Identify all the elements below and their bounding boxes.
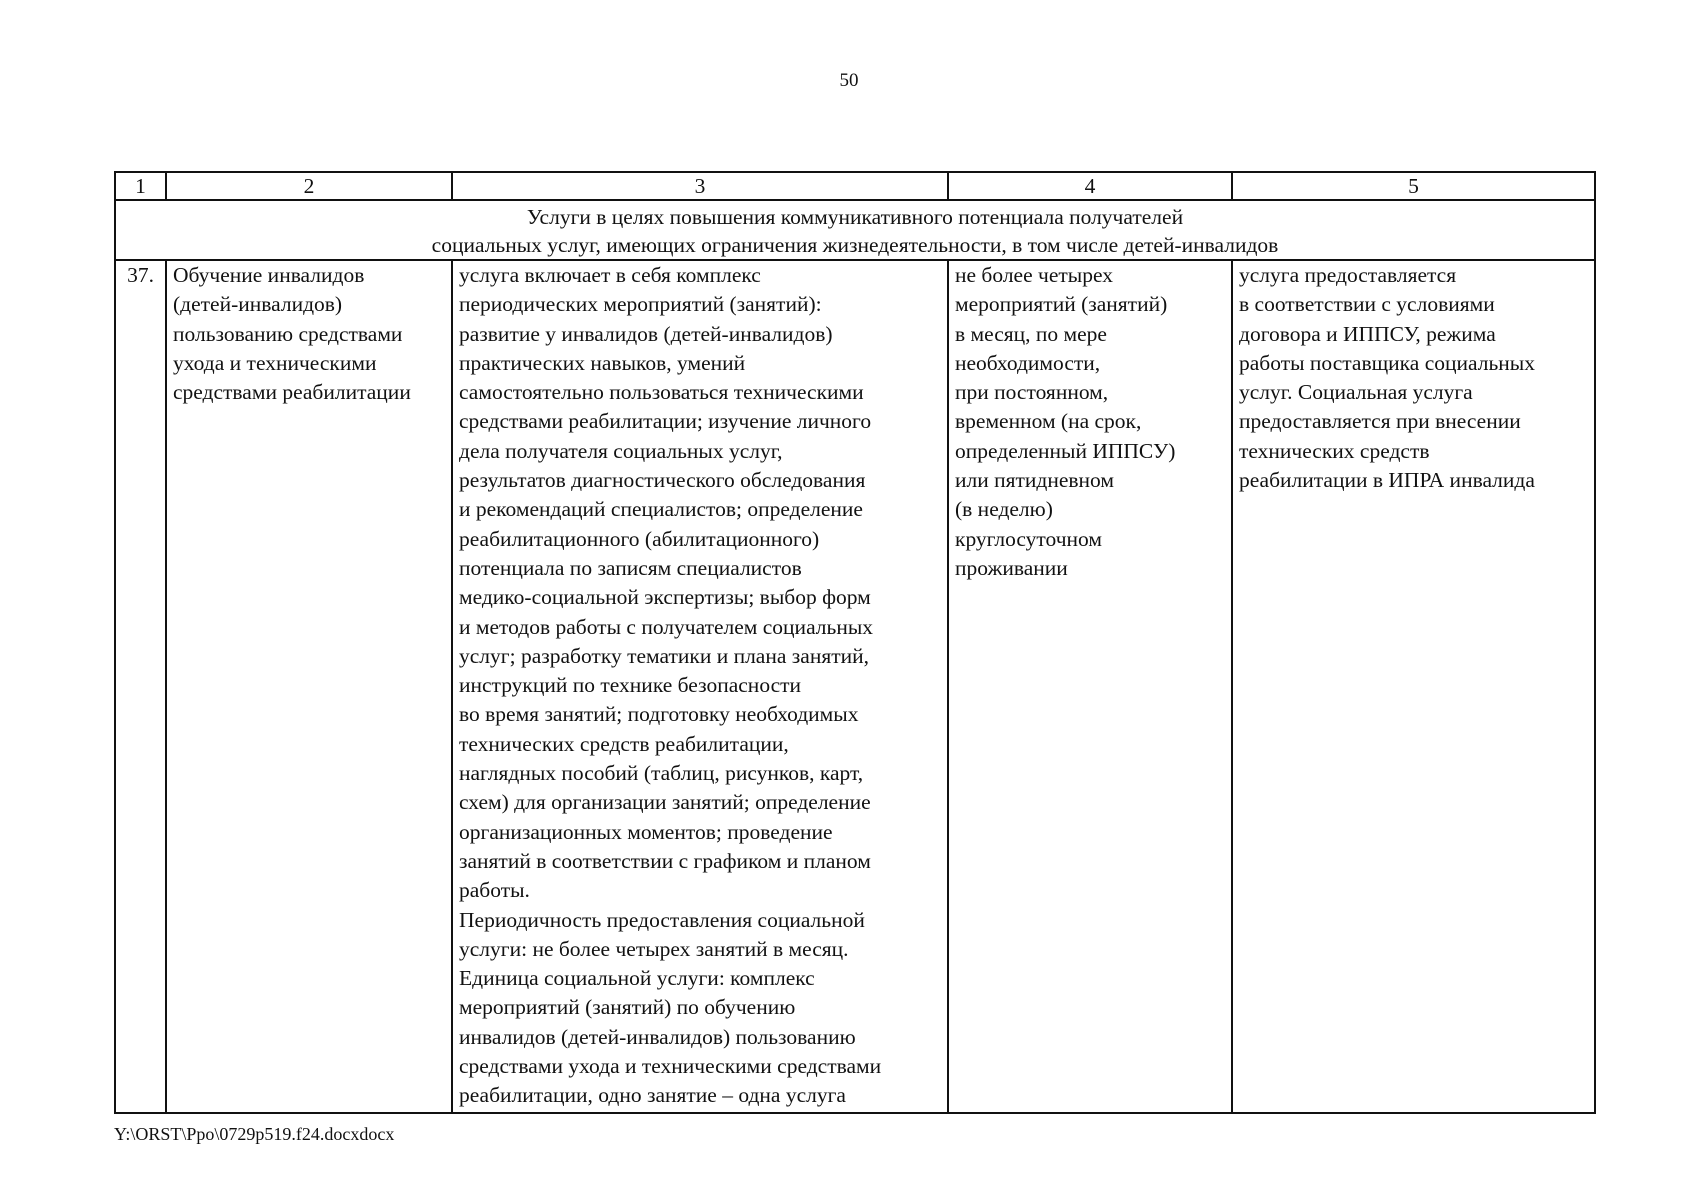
description-line: самостоятельно пользоваться техническими <box>459 380 864 405</box>
conditions-line: услуг. Социальная услуга <box>1239 380 1473 405</box>
service-name-line: (детей-инвалидов) <box>173 292 343 317</box>
services-table <box>114 171 1596 1114</box>
description-line: периодических мероприятий (занятий): <box>459 292 822 317</box>
conditions-line: предоставляется при внесении <box>1239 409 1521 434</box>
conditions-line: в соответствии с условиями <box>1239 292 1495 317</box>
conditions-line: договора и ИППСУ, режима <box>1239 321 1496 346</box>
section-title-line: социальных услуг, имеющих ограничения жизнедеятельности, в том числе детей-инвалидов <box>431 233 1279 257</box>
frequency-line: при постоянном, <box>955 380 1109 405</box>
service-name-line: Обучение инвалидов <box>173 263 365 287</box>
column-header: 2 <box>166 172 452 200</box>
description-line: занятий в соответствии с графиком и планом <box>459 848 871 873</box>
frequency-line: мероприятий (занятий) <box>955 292 1168 317</box>
description-line: средствами реабилитации; изучение личного <box>459 409 872 434</box>
frequency-line: (в неделю) <box>955 497 1053 522</box>
description-line: мероприятий (занятий) по обучению <box>459 995 796 1020</box>
frequency-line: временном (на срок, <box>955 409 1142 434</box>
section-title-row <box>115 200 1595 260</box>
section-title-line: Услуги в целях повышения коммуникативного потенциала получателей <box>526 205 1184 229</box>
description-line: инструкций по технике безопасности <box>459 673 802 698</box>
description-line: дела получателя социальных услуг, <box>459 438 783 463</box>
description-line: реабилитации, одно занятие – одна услуга <box>459 1083 846 1108</box>
description-line: средствами ухода и техническими средствами <box>459 1054 882 1079</box>
frequency-line: необходимости, <box>955 350 1101 375</box>
conditions-line: технических средств <box>1239 438 1430 463</box>
description-line: и методов работы с получателем социальных <box>459 614 874 639</box>
description-line: во время занятий; подготовку необходимых <box>459 702 859 727</box>
conditions-line: работы поставщика социальных <box>1239 350 1535 375</box>
description-line: организационных моментов; проведение <box>459 819 833 844</box>
frequency-line: проживании <box>955 555 1068 580</box>
conditions-line: услуга предоставляется <box>1239 263 1457 287</box>
description-line: инвалидов (детей-инвалидов) пользованию <box>459 1024 856 1049</box>
frequency-line: или пятидневном <box>955 468 1115 493</box>
frequency-line: в месяц, по мере <box>955 321 1107 346</box>
description-line: реабилитационного (абилитационного) <box>459 526 820 551</box>
description-line: технических средств реабилитации, <box>459 731 789 756</box>
description-line: схем) для организации занятий; определение <box>459 790 871 815</box>
table-row <box>115 260 1595 1113</box>
conditions-line: реабилитации в ИПРА инвалида <box>1239 468 1535 493</box>
description-line: результатов диагностического обследования <box>459 468 866 493</box>
frequency-line: определенный ИППСУ) <box>955 438 1176 463</box>
service-name-cell <box>166 260 452 1113</box>
description-line: Единица социальной услуги: комплекс <box>459 966 815 991</box>
description-line: наглядных пособий (таблиц, рисунков, карт, <box>459 761 864 786</box>
description-line: работы. <box>459 878 530 903</box>
service-name-line: средствами реабилитации <box>173 380 411 405</box>
description-line: потенциала по записям специалистов <box>459 555 802 580</box>
description-line: медико-социальной экспертизы; выбор форм <box>459 585 871 610</box>
conditions-cell <box>1232 260 1595 1113</box>
description-line: услуги: не более четырех занятий в месяц. <box>459 936 849 961</box>
description-line: и рекомендаций специалистов; определение <box>459 497 863 522</box>
column-header: 1 <box>115 172 166 200</box>
row-number: 37. <box>115 260 166 1113</box>
column-header: 5 <box>1232 172 1595 200</box>
service-description-cell <box>452 260 948 1113</box>
description-line: услуг; разработку тематики и плана занятий, <box>459 643 869 668</box>
page-number: 50 <box>839 70 859 91</box>
section-title <box>115 200 1595 260</box>
description-line: практических навыков, умений <box>459 350 746 375</box>
description-line: услуга включает в себя комплекс <box>459 263 761 287</box>
frequency-line: не более четырех <box>955 263 1113 287</box>
column-header: 4 <box>948 172 1232 200</box>
footer-file-path: Y:\ORST\Ppo\0729p519.f24.docxdocx <box>114 1124 395 1144</box>
service-name-line: ухода и техническими <box>173 350 377 375</box>
frequency-line: круглосуточном <box>955 526 1102 551</box>
description-line: развитие у инвалидов (детей-инвалидов) <box>459 321 833 346</box>
description-line: Периодичность предоставления социальной <box>459 907 865 932</box>
column-header: 3 <box>452 172 948 200</box>
service-name-line: пользованию средствами <box>173 321 403 346</box>
column-header-row <box>115 172 1595 200</box>
frequency-cell <box>948 260 1232 1113</box>
